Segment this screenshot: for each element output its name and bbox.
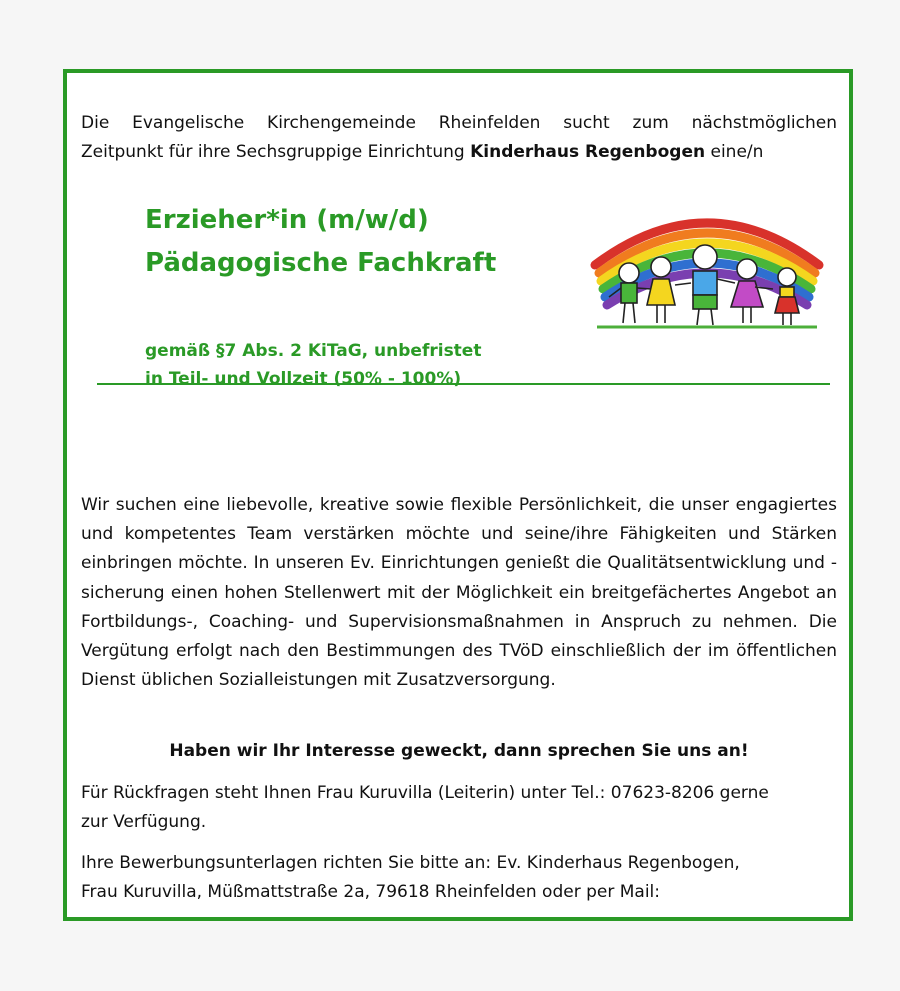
application-line-1: Ihre Bewerbungsunterlagen richten Sie bitte an: Ev. Kinderhaus Regenbogen, xyxy=(81,853,740,873)
intro-line-2 xyxy=(81,138,837,167)
application-line-2: Frau Kuruvilla, Müßmattstraße 2a, 79618 Rheinfelden oder per Mail: xyxy=(81,882,660,902)
job-title-line-1: Erzieher*in (m/w/d) xyxy=(145,205,429,235)
job-terms-line-1: gemäß §7 Abs. 2 KiTaG, unbefristet xyxy=(145,341,482,361)
contact-line-1: Für Rückfragen steht Ihnen Frau Kuruvilla (Leiterin) unter Tel.: 07623-8206 gerne xyxy=(81,783,769,803)
job-title xyxy=(145,199,496,285)
application-info xyxy=(81,849,837,907)
facility-name: Kinderhaus Regenbogen xyxy=(470,142,706,162)
intro-line-2-suffix: eine/n xyxy=(705,142,764,162)
intro-line-1: Die Evangelische Kirchengemeinde Rheinfelden sucht zum nächstmöglichen xyxy=(81,113,837,133)
strikethrough-line xyxy=(97,383,830,385)
job-terms-line-2: in Teil- und Vollzeit (50% - 100%) xyxy=(145,369,462,389)
job-description: Wir suchen eine liebevolle, kreative sowie flexible Persönlichkeit, die unser engagiertes und kompetentes Team verstärken möchte und seine/ihre Fähigkeiten und Stärken einbringen möchte. In unseren Ev. Einrichtungen genießt die Qualitätsentwicklung und -sicherung einen hohen Stellenwert mit der Möglichkeit ein breitgefächertes Angebot an Fortbildungs-, Coaching- und Supervisionsmaßnahmen in Anspruch zu nehmen. Die Vergütung erfolgt nach den Bestimmungen des TVöD einschließlich der im öffentlichen Dienst üblichen Sozialleistungen mit Zusatzversorgung. xyxy=(81,495,837,691)
contact-info xyxy=(81,779,837,837)
contact-line-2: zur Verfügung. xyxy=(81,812,207,832)
intro-text xyxy=(81,109,837,167)
job-posting-frame xyxy=(63,69,853,921)
intro-line-2-prefix: Zeitpunkt für ihre Sechsgruppige Einrichtung xyxy=(81,142,471,162)
job-title-line-2: Pädagogische Fachkraft xyxy=(145,248,497,278)
call-to-action: Haben wir Ihr Interesse geweckt, dann sprechen Sie uns an! xyxy=(169,741,749,761)
rainbow-children-illustration xyxy=(587,193,827,333)
